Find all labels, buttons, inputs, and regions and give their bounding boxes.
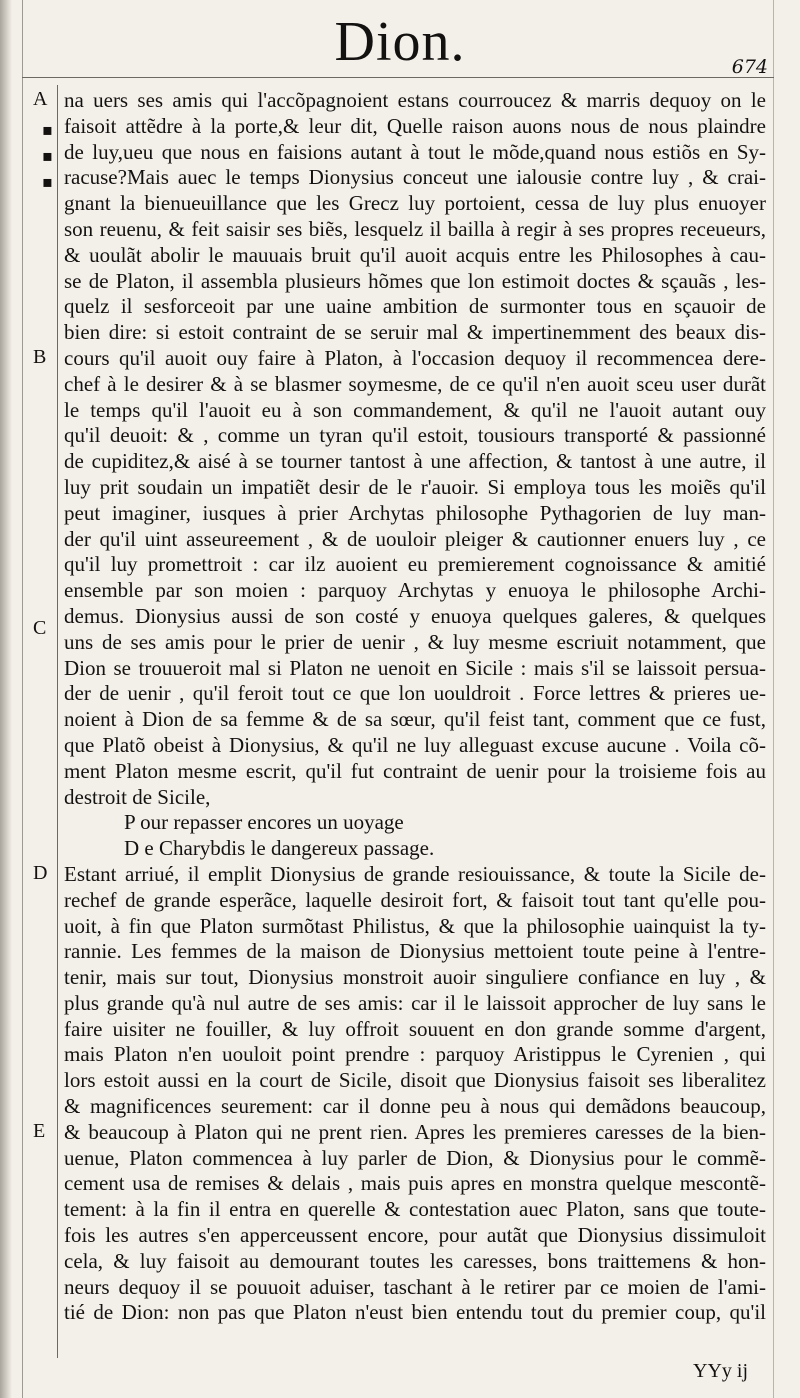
body-text [64,88,766,1326]
text-line: & uoulãt abolir le mauuais bruit qu'il auoit acquis entre les Philosophes à cau- [64,242,766,267]
page-number: 674 [731,56,768,78]
text-line: fois les autres s'en apperceussent encore, pour autãt que Dionysius dissimuloit [64,1223,766,1248]
text-line: chef à le desirer & à se blasmer soymesme, de ce qu'il n'en auoit sceu user durãt [64,371,766,396]
margin-mark: ▪ [42,120,53,139]
text-line: se de Platon, il assembla plusieurs hõmes que lon estimoit doctes & sçauãs , les- [64,268,766,293]
text-line: der qu'il uint asseureement , & de uouloir pleiger & cautionner enuers luy , ce [64,526,766,551]
running-title: Dion. [334,11,466,73]
text-line: mais Platon n'en uouloit point prendre : parquoy Aristippus le Cyrenien , qui [64,1042,766,1067]
text-line: que Platõ obeist à Dionysius, & qu'il ne luy alleguast excuse aucune . Voila cõ- [64,732,766,757]
verse-line: D e Charybdis le dangereux passage. [124,836,435,861]
text-line: peut imaginer, iusques à prier Archytas philosophe Pythagorien de luy man- [64,500,766,525]
text-line: le temps qu'il l'auoit eu à son commandement, & qu'il ne l'auoit autant ouy [64,397,766,422]
text-line: neurs dequoy il se pouuoit aduiser, taschant à le retirer par ce moien de l'ami- [64,1274,766,1299]
text-line: ensemble par son moien : parquoy Archytas y enuoya le philosophe Archi- [64,578,766,603]
text-line: noient à Dion de sa femme & de sa sœur, qu'il feist tant, comment que ce fust, [64,707,766,732]
text-line: tié de Dion: non pas que Platon n'eust bien entendu tout du premier coup, qu'il [64,1300,766,1325]
text-line: cela, & luy faisoit au demourant toutes les caresses, bons traittemens & hon- [64,1248,766,1273]
text-line: luy prit soudain un impatiẽt desir de le r'auoir. Si employa tous les moiẽs qu'il [64,474,766,499]
margin-letter-e: E [33,1120,46,1142]
margin-letter-c: C [33,617,47,639]
header-rule [22,77,774,78]
text-line: cours qu'il auoit ouy faire à Platon, à l'occasion dequoy il recommencea dere- [64,345,766,370]
margin-rule-outer [22,0,23,1398]
verse-line: P our repasser encores un uoyage [124,810,404,835]
margin-rule-inner [57,85,58,1358]
text-line: plus grande qu'à nul autre de ses amis: car il le laissoit approcher de luy sans le [64,990,766,1015]
text-line: lors estoit aussi en la court de Sicile, disoit que Dionysius faisoit ses liberalitez [64,1068,766,1093]
text-line: bien dire: si estoit contraint de se seruir mal & impertinemment des beaux dis- [64,320,766,345]
margin-letter-b: B [33,346,47,368]
margin-mark: ▪ [42,172,53,191]
text-line: qu'il deuoit: & , comme un tyran qu'il estoit, tousiours transporté & passionné [64,423,766,448]
text-line: racuse?Mais auec le temps Dionysius conceut une ialousie contre luy , & crai- [64,165,766,190]
text-line: qu'il luy promettroit : car ilz auoient eu premierement cognoissance & amitié [64,552,766,577]
text-line: gnant la bienueuillance que les Grecz luy portoient, cessa de luy plus enuoyer [64,191,766,216]
text-line: de luy,ueu que nous en faisions autant à tout le mõde,quand nous estiõs en Sy- [64,139,766,164]
page-spine-shadow [0,0,12,1398]
margin-rule-right [773,0,774,1398]
text-line: tenir, mais sur tout, Dionysius monstroit auoir singuliere confiance en luy , & [64,965,766,990]
text-line: ment Platon mesme escrit, qu'il fut contraint de uenir pour la troisieme fois au [64,758,766,783]
text-line: rannie. Les femmes de la maison de Dionysius mettoient toute peine à l'entre- [64,939,766,964]
text-line: uenue, Platon commencea à luy parler de Dion, & Dionysius pour le commẽ- [64,1145,766,1170]
text-line: de cupiditez,& aisé à se tourner tantost à une affection, & tantost à une autre, il [64,449,766,474]
text-line: faire uisiter ne fouiller, & luy offroit souuent en don grande somme d'argent, [64,1016,766,1041]
text-line: Dion se trouueroit mal si Platon ne uenoit en Sicile : mais s'il se laissoit persua- [64,655,766,680]
signature-mark: YYy ij [693,1360,748,1382]
text-line: cement usa de remises & delais , mais puis apres en monstra quelque mescontẽ- [64,1171,766,1196]
margin-letter-d: D [33,862,48,884]
text-line: & magnificences seurement: car il donne peu à nous qui demãdons beaucoup, [64,1094,766,1119]
text-line: faisoit attẽdre à la porte,& leur dit, Quelle raison auons nous de nous plaindre [64,113,766,138]
text-line: uns de ses amis pour le prier de uenir , & luy mesme escriuit notamment, que [64,629,766,654]
text-line: demus. Dionysius aussi de son costé y enuoya quelques galeres, & quelques [64,603,766,628]
text-line: Estant arriué, il emplit Dionysius de grande resiouissance, & toute la Sicile de- [64,861,766,886]
text-line: uoit, à fin que Platon surmõtast Philistus, & que la philosophie uainquist la ty- [64,913,766,938]
text-line: quelz il sesforceoit par une uaine ambition de surmonter tous en sçauoir de [64,294,766,319]
margin-letter-a: A [33,88,48,110]
text-line: son reuenu, & feit saisir ses biẽs, lesquelz il bailla à regir à ses propres receueurs, [64,216,766,241]
text-line: & beaucoup à Platon qui ne prent rien. Apres les premieres caresses de la bien- [64,1119,766,1144]
text-line: rechef de grande esperãce, laquelle desiroit fort, & faisoit tout tant qu'elle pou- [64,887,766,912]
text-line: der de uenir , qu'il feroit tout ce que lon uouldroit . Force lettres & prieres ue- [64,681,766,706]
text-line: tement: à la fin il entra en querelle & contestation auec Platon, sans que toute- [64,1197,766,1222]
text-line: destroit de Sicile, [64,784,211,809]
text-line: na uers ses amis qui l'accõpagnoient estans courroucez & marris dequoy on le [64,88,766,112]
margin-mark: ▪ [42,146,53,165]
